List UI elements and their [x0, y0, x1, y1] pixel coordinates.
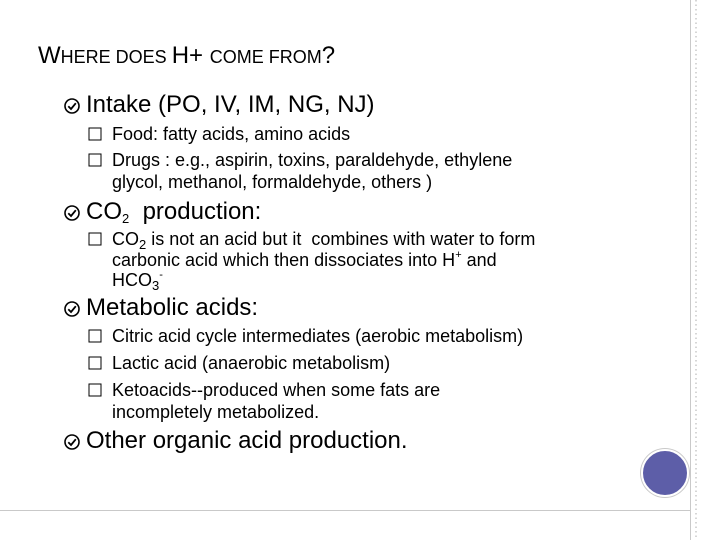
checkmark-circle-icon — [64, 428, 86, 454]
sub-bullet-co2-line2: carbonic acid which then dissociates into H+ and — [112, 249, 497, 270]
sub-bullet-drugs: Drugs : e.g., aspirin, toxins, paraldehyde, ethylene — [88, 150, 512, 170]
checkbox-square-icon — [88, 353, 112, 373]
sub-bullet-lactic-acid: Lactic acid (anaerobic metabolism) — [88, 353, 390, 373]
bullet-metabolic-acids: Metabolic acids: — [64, 295, 258, 321]
checkbox-square-icon — [88, 380, 112, 400]
checkbox-square-icon — [88, 229, 112, 249]
sub-bullet-drugs-continuation: glycol, methanol, formaldehyde, others ) — [112, 172, 433, 192]
sub-bullet-co2-line3: $HCO_3^-$ — [112, 269, 163, 293]
slide-title: WHERE DOES H+ COME FROM? — [38, 42, 336, 69]
sub-bullet-co2: $CO_2$ is not an acid but it combines with water to form — [88, 229, 535, 249]
checkmark-circle-icon — [64, 92, 86, 118]
checkbox-square-icon — [88, 150, 112, 170]
dotted-border — [693, 0, 699, 540]
frame-bottom-line — [0, 510, 690, 511]
sub-bullet-food: Food: fatty acids, amino acids — [88, 124, 350, 144]
bullet-intake: Intake (PO, IV, IM, NG, NJ) — [64, 92, 375, 118]
bullet-co2-production: $CO_2$ production: — [64, 199, 261, 225]
sub-bullet-citric-acid: Citric acid cycle intermediates (aerobic metabolism) — [88, 326, 523, 346]
checkbox-square-icon — [88, 326, 112, 346]
bullet-other-organic-acid: Other organic acid production. — [64, 428, 408, 454]
sub-bullet-ketoacids: Ketoacids--produced when some fats are — [88, 380, 440, 400]
checkmark-circle-icon — [64, 199, 86, 225]
checkbox-square-icon — [88, 124, 112, 144]
checkmark-circle-icon — [64, 295, 86, 321]
frame-right-line — [690, 0, 691, 540]
decorative-circle — [641, 449, 689, 497]
sub-bullet-ketoacids-continuation: incompletely metabolized. — [112, 402, 320, 422]
